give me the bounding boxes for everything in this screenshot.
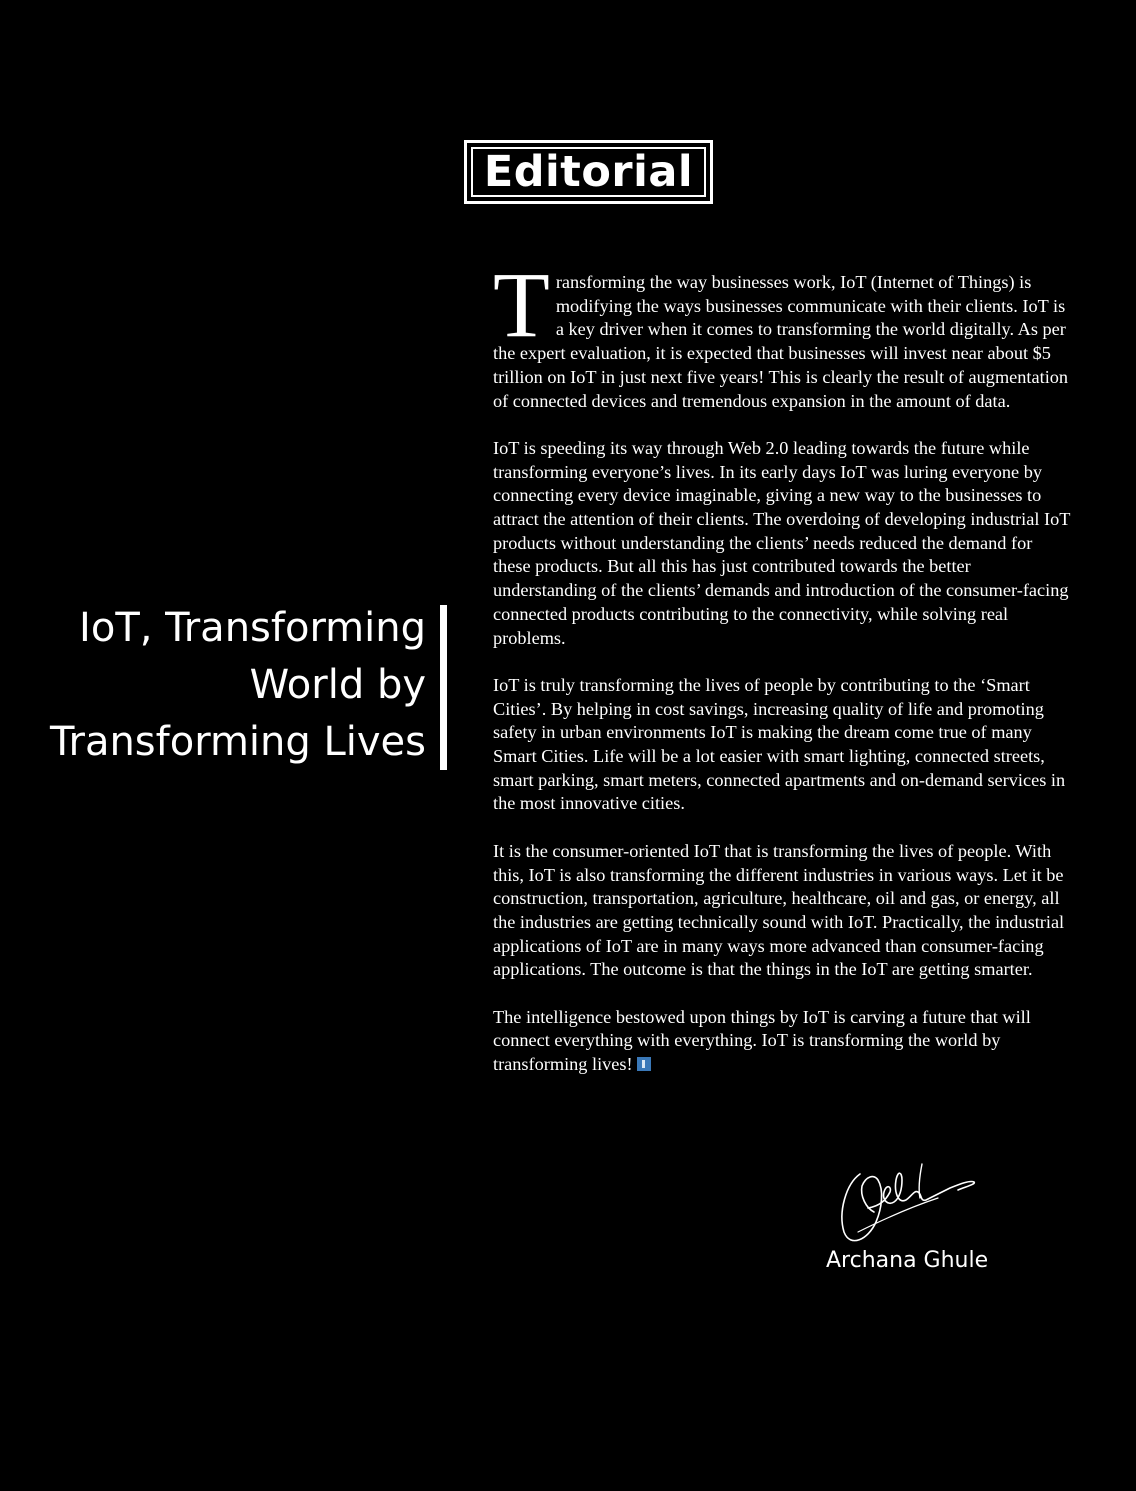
article-body bbox=[493, 254, 1073, 1101]
article-title-line-2: World by bbox=[249, 662, 426, 708]
article-title bbox=[40, 600, 426, 771]
closing-text: The intelligence bestowed upon things by IoT is carving a future that will connect everything with everything. IoT is transforming the world by transforming lives! bbox=[493, 1006, 1031, 1075]
author-name: Archana Ghule bbox=[826, 1248, 989, 1273]
author-signature bbox=[838, 1162, 978, 1248]
article-paragraph-2: IoT is speeding its way through Web 2.0 leading towards the future while transforming everyone’s lives. In its early days IoT was luring everyone by connecting every device imaginable, giving a new way to the businesses to attract the attention of their clients. The overdoing of developing industrial IoT products without understanding the clients’ needs reduced the demand for these products. But all this has just contributed towards the better understanding of the clients’ demands and introduction of the consumer-facing connected products contributing to the connectivity, while solving real problems. bbox=[493, 437, 1071, 648]
article-paragraph-4: It is the consumer-oriented IoT that is transforming the lives of people. With this, IoT is also transforming the different industries in various ways. Let it be construction, transportation, agriculture, healthcare, oil and gas, or energy, all the industries are getting technically sound with IoT. Practically, the industrial applications of IoT are in many ways more advanced than consumer-facing applications. The outcome is that the things in the IoT are getting smarter. bbox=[493, 840, 1065, 980]
article-title-line-1: IoT, Transforming bbox=[79, 605, 426, 651]
drop-cap: T bbox=[493, 254, 550, 357]
editorial-heading-box bbox=[464, 140, 713, 204]
article-title-line-3: Transforming Lives bbox=[49, 719, 426, 765]
title-divider-bar bbox=[440, 605, 447, 770]
end-of-article-icon bbox=[637, 1057, 651, 1071]
page-title: Editorial bbox=[483, 147, 694, 197]
article-paragraph-5 bbox=[493, 1006, 1073, 1077]
article-paragraph-3: IoT is truly transforming the lives of people by contributing to the ‘Smart Cities’. By helping in cost savings, increasing quality of life and promoting safety in urban environments IoT is making the dream come true of many Smart Cities. Life will be a lot easier with smart lighting, connected streets, smart parking, smart meters, connected apartments and on-demand services in the most innovative cities. bbox=[493, 674, 1066, 814]
article-paragraph-1 bbox=[493, 254, 1073, 413]
paragraph-1-text: ransforming the way businesses work, IoT (Internet of Things) is modifying the ways businesses communicate with their clients. IoT is a key driver when it comes to transforming the world digitally. As per the expert evaluation, it is expected that businesses will invest near about $5 trillion on IoT in just next five years! This is clearly the result of augmentation of connected devices and tremendous expansion in the amount of data. bbox=[493, 272, 1069, 411]
